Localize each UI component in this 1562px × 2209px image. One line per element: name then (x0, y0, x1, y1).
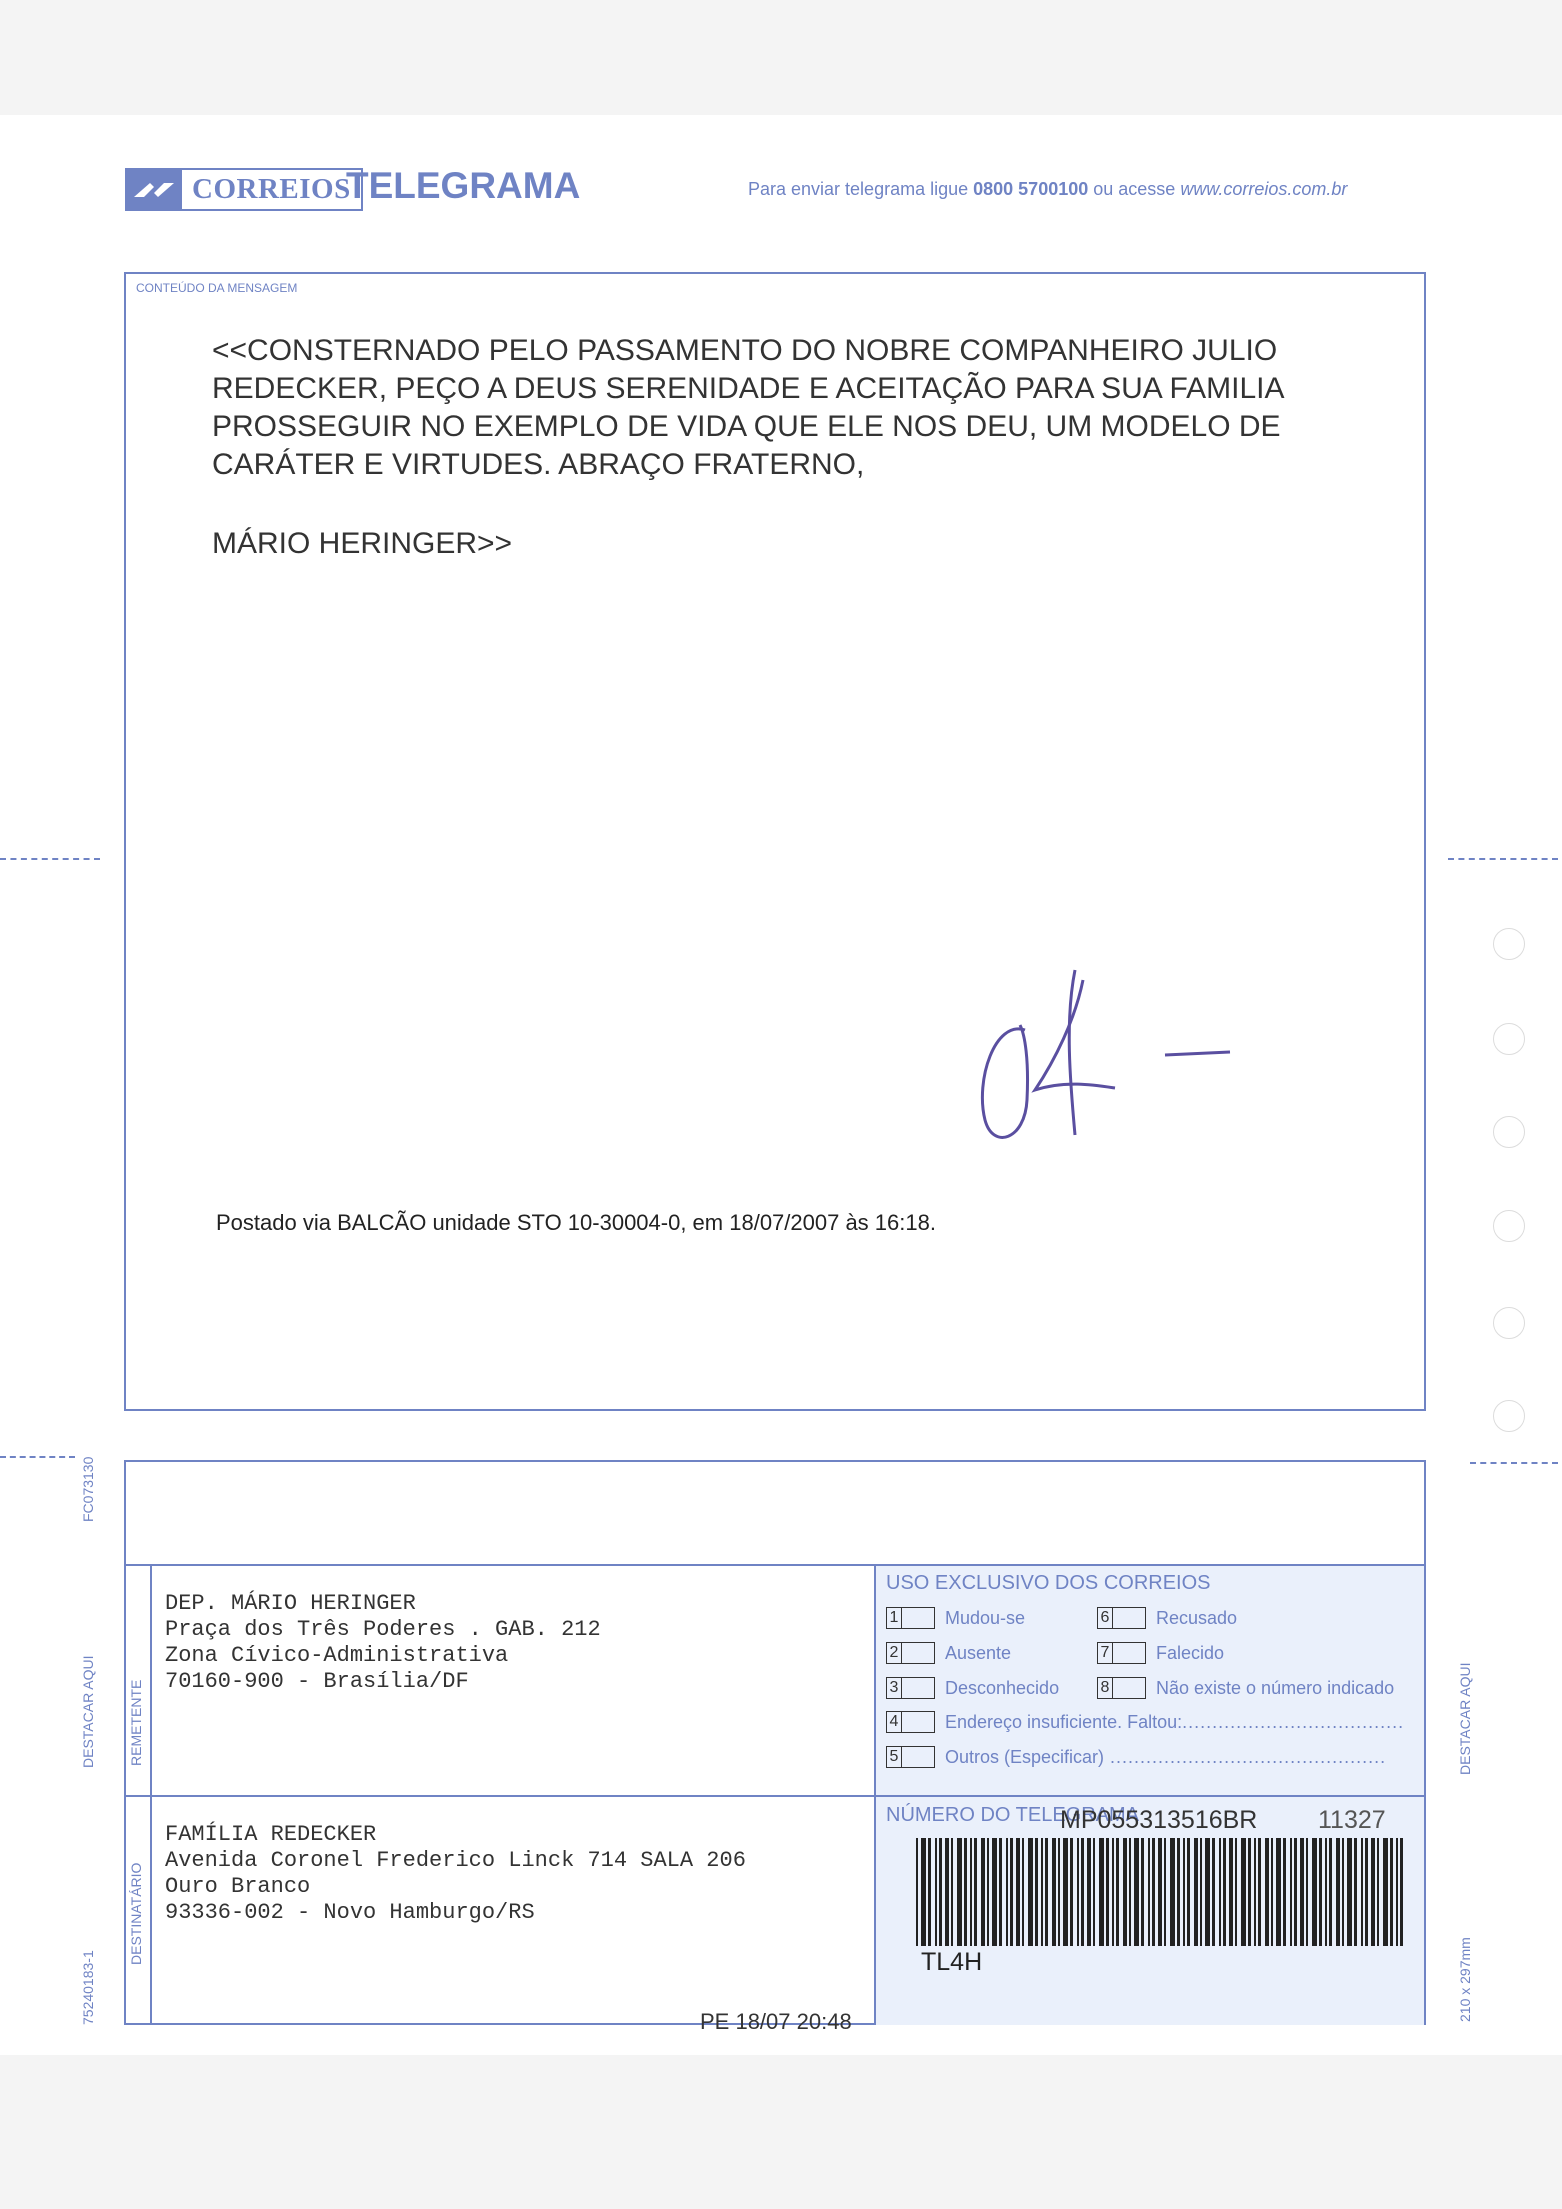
barcode-bar (1212, 1838, 1215, 1946)
barcode-bar (1129, 1838, 1131, 1946)
route-code: TL4H (921, 1948, 983, 1976)
barcode-bar (1371, 1838, 1375, 1946)
barcode-bar (1365, 1838, 1368, 1946)
barcode-bar (1312, 1838, 1317, 1946)
barcode-bar (1016, 1838, 1020, 1946)
barcode-bar (1200, 1838, 1202, 1946)
barcode-bar (1400, 1838, 1403, 1946)
barcode-bar (1254, 1838, 1256, 1946)
recipient-address: FAMÍLIA REDECKER Avenida Coronel Frederico Linck 714 SALA 206 Ouro Branco 93336-002 - Novo Hamburgo/RS (165, 1822, 746, 1925)
barcode-bar (1396, 1838, 1398, 1946)
option-other: 5 Outros (Especificar) .............................................. (886, 1746, 1386, 1768)
message-label: CONTEÚDO DA MENSAGEM (136, 281, 298, 295)
correios-use-title: USO EXCLUSIVO DOS CORREIOS (886, 1572, 1211, 1594)
barcode-bar (1093, 1838, 1095, 1946)
barcode-bar (1300, 1838, 1304, 1946)
barcode-bar (1123, 1838, 1127, 1946)
form-code: FC073130 (80, 1456, 96, 1522)
barcode-bar (1325, 1838, 1327, 1946)
secondary-code: 11327 (1318, 1806, 1386, 1834)
barcode-bar (1276, 1838, 1281, 1946)
barcode-bar (1177, 1838, 1180, 1946)
barcode-bar (1342, 1838, 1344, 1946)
detach-line (0, 1456, 75, 1458)
tracking-number: MP055313516BR (1060, 1806, 1258, 1834)
barcode-bar (1283, 1838, 1286, 1946)
barcode-bar (1235, 1838, 1237, 1946)
checkbox (1113, 1607, 1146, 1629)
barcode-bar (1258, 1838, 1261, 1946)
barcode-bar (1141, 1838, 1144, 1946)
barcode-bar (1006, 1838, 1008, 1946)
checkbox (902, 1607, 935, 1629)
perforation-hole (1493, 928, 1525, 960)
barcode-bar (1022, 1838, 1024, 1946)
barcode-bar (1319, 1838, 1322, 1946)
barcode-bar (1229, 1838, 1233, 1946)
handwritten-ok-mark (965, 960, 1235, 1150)
barcode-bar (987, 1838, 989, 1946)
barcode-bar (1028, 1838, 1033, 1946)
option-moved: 1 Mudou-se (886, 1607, 1025, 1629)
barcode-bar (1271, 1838, 1273, 1946)
barcode-bar (1112, 1838, 1114, 1946)
barcode-bar (1219, 1838, 1221, 1946)
barcode-bar (1248, 1838, 1251, 1946)
barcode-bar (1087, 1838, 1091, 1946)
barcode-bar (970, 1838, 972, 1946)
document-code: 75240183-1 (80, 1950, 96, 2025)
contact-info: Para enviar telegrama ligue 0800 5700100 ou acesse www.correios.com.br (748, 179, 1348, 199)
option-number-not-found: 8 Não existe o número indicado (1097, 1677, 1394, 1699)
barcode-bar (1134, 1838, 1139, 1946)
barcode-bar (935, 1838, 937, 1946)
barcode-bar (1148, 1838, 1150, 1946)
barcode-bar (1383, 1838, 1388, 1946)
sender-address: DEP. MÁRIO HERINGER Praça dos Três Poderes . GAB. 212 Zona Cívico-Administrativa 70160-900 - Brasília/DF (165, 1591, 601, 1694)
perforation-hole (1493, 1400, 1525, 1432)
document-title: TELEGRAMA (346, 165, 581, 206)
perforation-hole (1493, 1023, 1525, 1055)
barcode-bar (1070, 1838, 1073, 1946)
barcode-bar (1329, 1838, 1332, 1946)
barcode-bar (951, 1838, 953, 1946)
barcode-bar (1063, 1838, 1068, 1946)
barcode-bar (1223, 1838, 1226, 1946)
form-divider (150, 1564, 152, 2025)
barcode-bar (1106, 1838, 1109, 1946)
barcode-bar (1116, 1838, 1119, 1946)
barcode-bar (1290, 1838, 1292, 1946)
perforation-hole (1493, 1210, 1525, 1242)
barcode-bar (1183, 1838, 1185, 1946)
barcode-bar (1099, 1838, 1104, 1946)
barcode-bar (1170, 1838, 1175, 1946)
detach-line (1448, 858, 1558, 860)
barcode-bar (1194, 1838, 1198, 1946)
detach-line (1470, 1462, 1558, 1464)
checkbox (902, 1711, 935, 1733)
barcode-bar (1081, 1838, 1084, 1946)
barcode-bar (957, 1838, 962, 1946)
barcode-bar (1347, 1838, 1352, 1946)
barcode-bar (1077, 1838, 1079, 1946)
sender-label: REMETENTE (128, 1679, 144, 1766)
postal-stamp: PE 18/07 20:48 (700, 2009, 852, 2034)
barcode-bar (1336, 1838, 1340, 1946)
barcode-bar (1058, 1838, 1060, 1946)
barcode-bar (1164, 1838, 1166, 1946)
barcode-bar (1377, 1838, 1379, 1946)
detach-here-left: DESTACAR AQUI (80, 1655, 96, 1768)
barcode-bar (1294, 1838, 1297, 1946)
checkbox (1113, 1642, 1146, 1664)
barcode-bar (1187, 1838, 1190, 1946)
recipient-label: DESTINATÁRIO (128, 1862, 144, 1965)
barcode-bar (964, 1838, 967, 1946)
option-absent: 2 Ausente (886, 1642, 1011, 1664)
barcode-bar (974, 1838, 977, 1946)
barcode-bar (1241, 1838, 1246, 1946)
barcode-bar (939, 1838, 942, 1946)
correios-arrows-icon (125, 168, 182, 211)
message-line: REDECKER, PEÇO A DEUS SERENIDADE E ACEITAÇÃO PARA SUA FAMILIA (212, 372, 1285, 405)
barcode-bar (921, 1838, 926, 1946)
option-unknown: 3 Desconhecido (886, 1677, 1059, 1699)
option-insufficient-address: 4 Endereço insuficiente. Faltou: ..................................... (886, 1711, 1404, 1733)
correios-logo (125, 168, 363, 211)
detach-line (0, 858, 100, 860)
barcode-bar (981, 1838, 985, 1946)
checkbox (902, 1746, 935, 1768)
message-line: CARÁTER E VIRTUDES. ABRAÇO FRATERNO, (212, 448, 865, 481)
message-line: PROSSEGUIR NO EXEMPLO DE VIDA QUE ELE NOS DEU, UM MODELO DE (212, 410, 1281, 443)
barcode-bar (1035, 1838, 1038, 1946)
checkbox (902, 1677, 935, 1699)
barcode-bar (1306, 1838, 1308, 1946)
perforation-hole (1493, 1116, 1525, 1148)
paper-size: 210 x 297mm (1457, 1937, 1473, 2022)
barcode-bar (1152, 1838, 1155, 1946)
barcode-bar (992, 1838, 997, 1946)
message-body (212, 332, 1372, 484)
barcode-bar (1010, 1838, 1013, 1946)
barcode-bar (1045, 1838, 1048, 1946)
posted-info: Postado via BALCÃO unidade STO 10-30004-0, em 18/07/2007 às 16:18. (216, 1210, 936, 1235)
option-deceased: 7 Falecido (1097, 1642, 1224, 1664)
logo-wordmark: CORREIOS (182, 168, 363, 211)
barcode-bar (916, 1838, 918, 1946)
detach-here-right: DESTACAR AQUI (1457, 1662, 1473, 1775)
option-refused: 6 Recusado (1097, 1607, 1237, 1629)
barcode-bar (1205, 1838, 1210, 1946)
perforation-hole (1493, 1307, 1525, 1339)
barcode-bar (1052, 1838, 1056, 1946)
message-line: <<CONSTERNADO PELO PASSAMENTO DO NOBRE COMPANHEIRO JULIO (212, 334, 1278, 367)
barcode-bar (999, 1838, 1002, 1946)
barcode-bar (1041, 1838, 1043, 1946)
barcode-bar (1265, 1838, 1269, 1946)
barcode-bar (1361, 1838, 1363, 1946)
barcode-bar (1158, 1838, 1162, 1946)
checkbox (1113, 1677, 1146, 1699)
message-signature: MÁRIO HERINGER>> (212, 527, 513, 560)
telegram-number-title: NÚMERO DO TELEGRAMA (886, 1804, 1139, 1826)
barcode (916, 1838, 1404, 1946)
barcode-bar (928, 1838, 931, 1946)
barcode-bar (1390, 1838, 1393, 1946)
barcode-bar (1354, 1838, 1357, 1946)
barcode-bar (945, 1838, 949, 1946)
checkbox (902, 1642, 935, 1664)
